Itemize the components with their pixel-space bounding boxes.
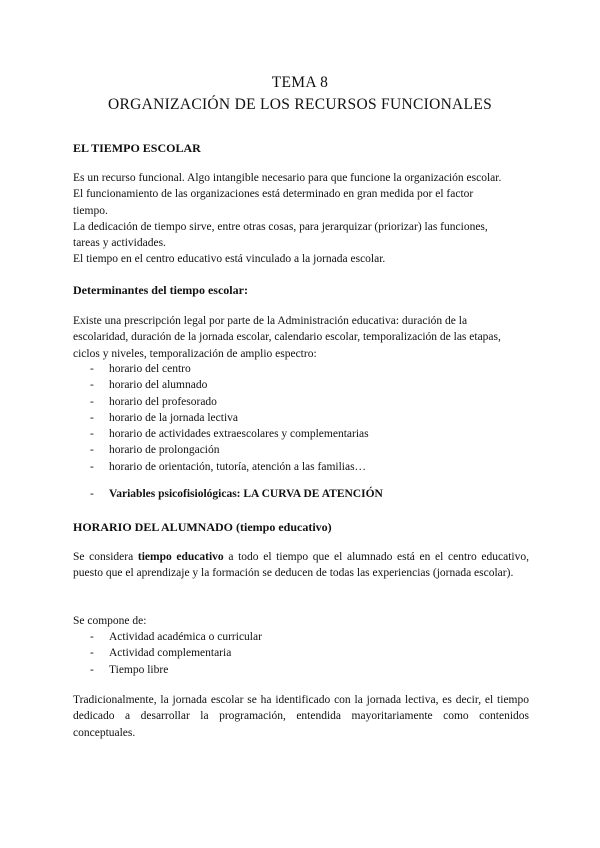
page-title: ORGANIZACIÓN DE LOS RECURSOS FUNCIONALES <box>107 96 493 113</box>
list-item: - horario de actividades extraescolares y complementarias <box>90 426 369 442</box>
text-line: escolaridad, duración de la jornada escolar, calendario escolar, temporalización de las etapas, <box>73 331 501 344</box>
list-item: - Tiempo libre <box>90 662 262 678</box>
text-run: a todo el tiempo que el alumnado está en el centro educativo, puesto que el aprendizaje y la formación se deducen de todas las experiencias (jornada escolar). <box>73 551 529 580</box>
text-line: La dedicación de tiempo sirve, entre otras cosas, para jerarquizar (priorizar) las funciones, <box>73 220 488 233</box>
list-item: - horario de orientación, tutoría, atención a las familias… <box>90 459 369 475</box>
section-heading-tiempo-escolar: EL TIEMPO ESCOLAR <box>73 141 201 155</box>
text-line: ciclos y niveles, temporalización de amplio espectro: <box>73 347 317 360</box>
list-item: - Actividad complementaria <box>90 645 262 661</box>
text-line: Es un recurso funcional. Algo intangible necesario para que funcione la organización escolar. <box>73 172 502 184</box>
section-heading-horario-alumnado: HORARIO DEL ALUMNADO (tiempo educativo) <box>73 520 332 534</box>
text-line: El tiempo en el centro educativo está vinculado a la jornada escolar. <box>73 253 386 266</box>
dash-marker: - <box>90 488 94 500</box>
text-line: El funcionamiento de las organizaciones está determinado en gran medida por el factor <box>73 188 474 201</box>
variables-text: Variables psicofisiológicas: LA CURVA DE ATENCIÓN <box>109 488 383 500</box>
variables-psicofisiologicas <box>90 488 383 500</box>
bold-term: tiempo educativo <box>137 551 224 563</box>
paragraph-tiempo-educativo <box>73 549 529 582</box>
text-line: Existe una prescripción legal por parte de la Administración educativa: duración de la <box>73 315 468 327</box>
page-title-number: TEMA 8 <box>271 74 329 91</box>
paragraph-jornada-lectiva: Tradicionalmente, la jornada escolar se ha identificado con la jornada lectiva, es decir, el tiempo dedicado a desarrollar la programación, entendida mayoritariamente como contenidos conceptuales. <box>73 694 529 739</box>
list-item: - Actividad académica o curricular <box>90 629 262 645</box>
paragraph-determinantes <box>73 313 529 362</box>
list-item: - horario de la jornada lectiva <box>90 410 369 426</box>
paragraph-tiempo-escolar <box>73 170 529 268</box>
list-item: - horario de prolongación <box>90 442 369 458</box>
compose-label: Se compone de: <box>73 615 147 627</box>
componentes-list <box>90 629 262 678</box>
list-item: - horario del profesorado <box>90 394 369 410</box>
text-run: Se considera <box>73 551 138 563</box>
section-heading-determinantes: Determinantes del tiempo escolar: <box>73 283 248 297</box>
list-item: - horario del centro <box>90 361 369 377</box>
list-item: - horario del alumnado <box>90 377 369 393</box>
text-line: tiempo. <box>73 204 108 217</box>
horarios-list <box>90 361 369 475</box>
text-line: tareas y actividades. <box>73 237 166 250</box>
